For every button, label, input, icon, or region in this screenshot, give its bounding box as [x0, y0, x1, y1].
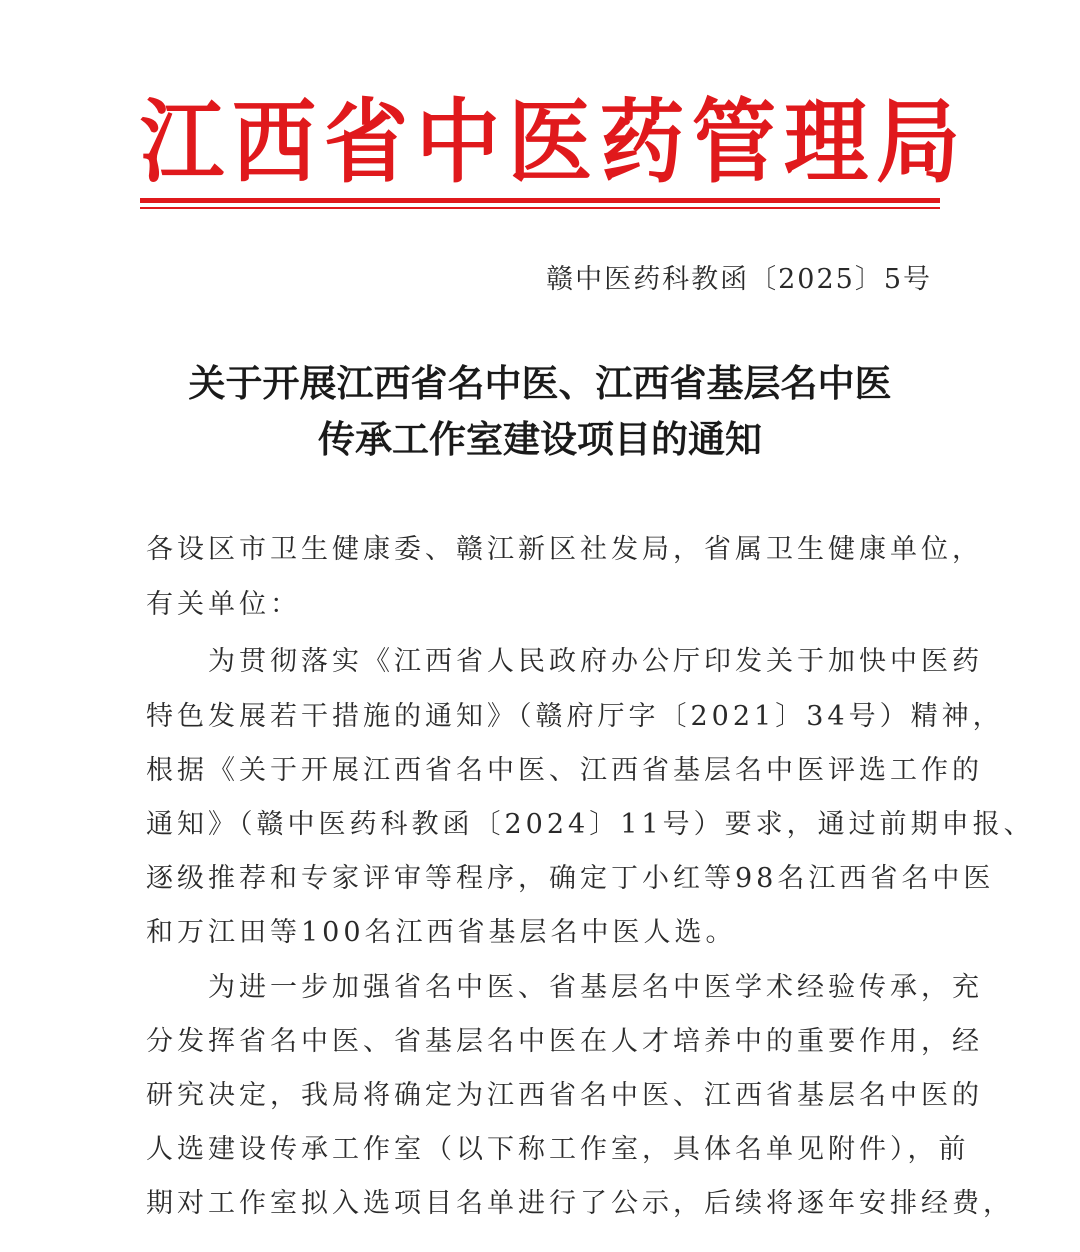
document-title-line: 关于开展江西省名中医、江西省基层名中医 — [188, 362, 892, 405]
issuer-header: 江西省中医药管理局 — [140, 88, 969, 195]
salutation-line: 各设区市卫生健康委、赣江新区社发局，省属卫生健康单位， — [146, 534, 983, 565]
body-line: 期对工作室拟入选项目名单进行了公示，后续将逐年安排经费， — [146, 1188, 1014, 1219]
body-line: 为贯彻落实《江西省人民政府办公厅印发关于加快中医药 — [146, 646, 983, 677]
body-line: 特色发展若干措施的通知》（赣府厅字〔2021〕34号）精神， — [146, 701, 1004, 732]
red-rule-thin — [140, 207, 940, 209]
document-title-line: 传承工作室建设项目的通知 — [318, 418, 762, 461]
body-line: 研究决定，我局将确定为江西省名中医、江西省基层名中医的 — [146, 1080, 983, 1111]
body-line: 人选建设传承工作室（以下称工作室，具体名单见附件），前 — [146, 1134, 970, 1165]
body-line: 通知》（赣中医药科教函〔2024〕11号）要求，通过前期申报、 — [146, 809, 1035, 840]
red-rule-thick — [140, 198, 940, 203]
body-line: 和万江田等100名江西省基层名中医人选。 — [146, 917, 737, 948]
body-line: 分发挥省名中医、省基层名中医在人才培养中的重要作用，经 — [146, 1026, 983, 1057]
body-line: 根据《关于开展江西省名中医、江西省基层名中医评选工作的 — [146, 755, 983, 786]
salutation-line: 有关单位： — [146, 589, 301, 620]
document-number: 赣中医药科教函〔2025〕5号 — [546, 264, 932, 295]
body-line: 为进一步加强省名中医、省基层名中医学术经验传承，充 — [146, 972, 983, 1003]
body-line: 逐级推荐和专家评审等程序，确定丁小红等98名江西省名中医 — [146, 863, 995, 894]
